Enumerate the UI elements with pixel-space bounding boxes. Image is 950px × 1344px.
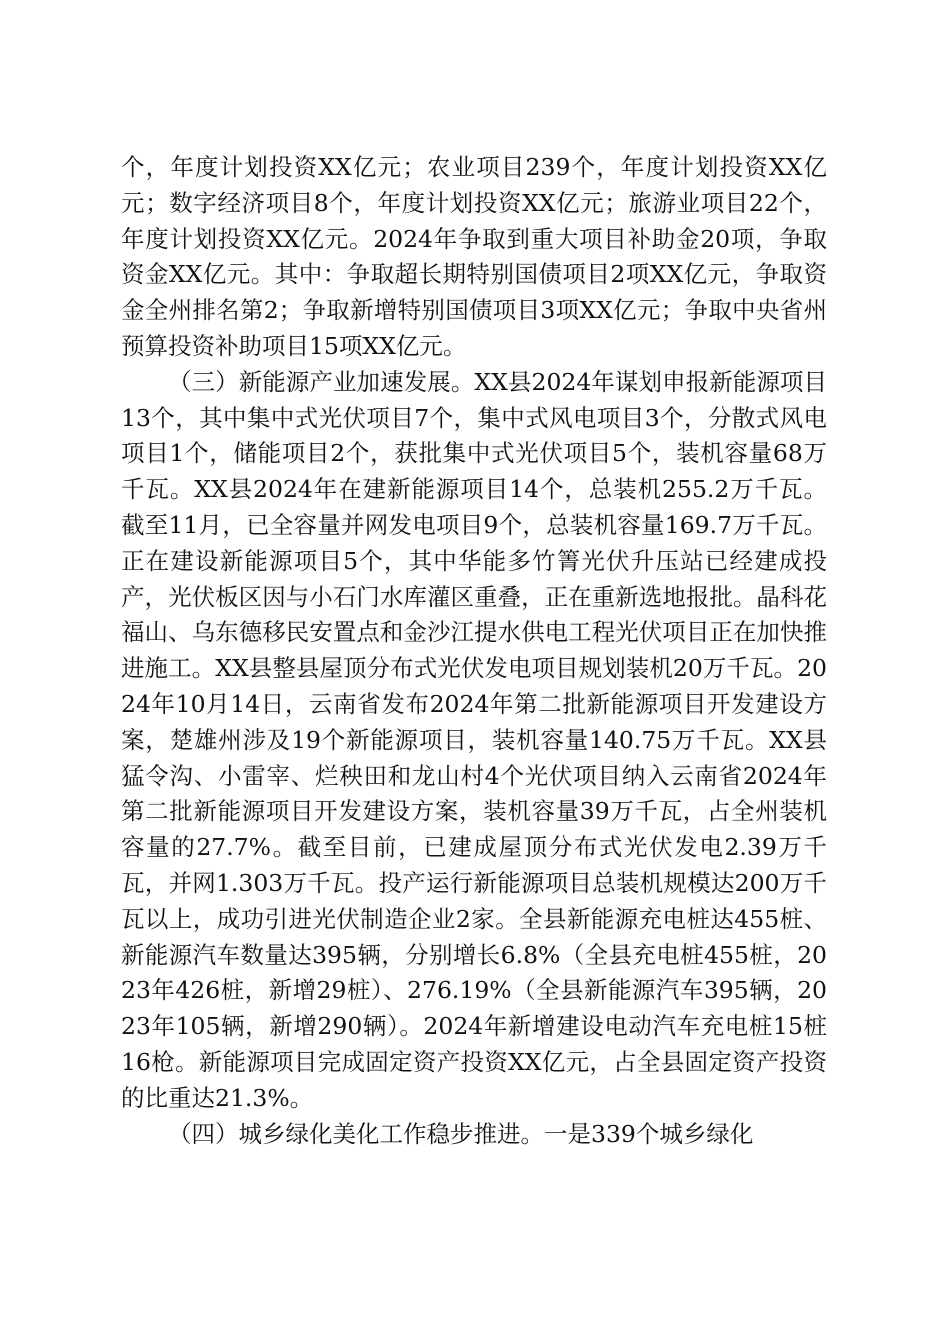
paragraph-investment-continuation: 个，年度计划投资XX亿元；农业项目239个，年度计划投资XX亿元；数字经济项目8个，年度计划投资XX亿元；旅游业项目22个，年度计划投资XX亿元。2024年争取到重大项目补助金20项，争取资金XX亿元。其中：争取超长期特别国债项目2项XX亿元，争取资金全州排名第2；争取新增特别国债项目3项XX亿元；争取中央省州预算投资补助项目15项XX亿元。: [121, 153, 827, 360]
document-body: [121, 150, 827, 1152]
paragraph-greening: （四）城乡绿化美化工作稳步推进。一是339个城乡绿化: [168, 1119, 754, 1148]
paragraph-new-energy: （三）新能源产业加速发展。XX县2024年谋划申报新能源项目13个，其中集中式光伏项目7个，集中式风电项目3个，分散式风电项目1个，储能项目2个，获批集中式光伏项目5个，装机容量68万千瓦。XX县2024年在建新能源项目14个，总装机255.2万千瓦。截至11月，已全容量并网发电项目9个，总装机容量169.7万千瓦。正在建设新能源项目5个，其中华能多竹箐光伏升压站已经建成投产，光伏板区因与小石门水库灌区重叠，正在重新选地报批。晶科花福山、乌东德移民安置点和金沙江提水供电工程光伏项目正在加快推进施工。XX县整县屋顶分布式光伏发电项目规划装机20万千瓦。2024年10月14日，云南省发布2024年第二批新能源项目开发建设方案，楚雄州涉及19个新能源项目，装机容量140.75万千瓦。XX县猛令沟、小雷宰、烂秧田和龙山村4个光伏项目纳入云南省2024年第二批新能源项目开发建设方案，装机容量39万千瓦，占全州装机容量的27.7%。截至目前，已建成屋顶分布式光伏发电2.39万千瓦，并网1.303万千瓦。投产运行新能源项目总装机规模达200万千瓦以上，成功引进光伏制造企业2家。全县新能源充电桩达455桩、新能源汽车数量达395辆，分别增长6.8%（全县充电桩455桩，2023年426桩，新增29桩）、276.19%（全县新能源汽车395辆，2023年105辆，新增290辆）。2024年新增建设电动汽车充电桩15桩16枪。新能源项目完成固定资产投资XX亿元，占全县固定资产投资的比重达21.3%。: [121, 367, 827, 1112]
